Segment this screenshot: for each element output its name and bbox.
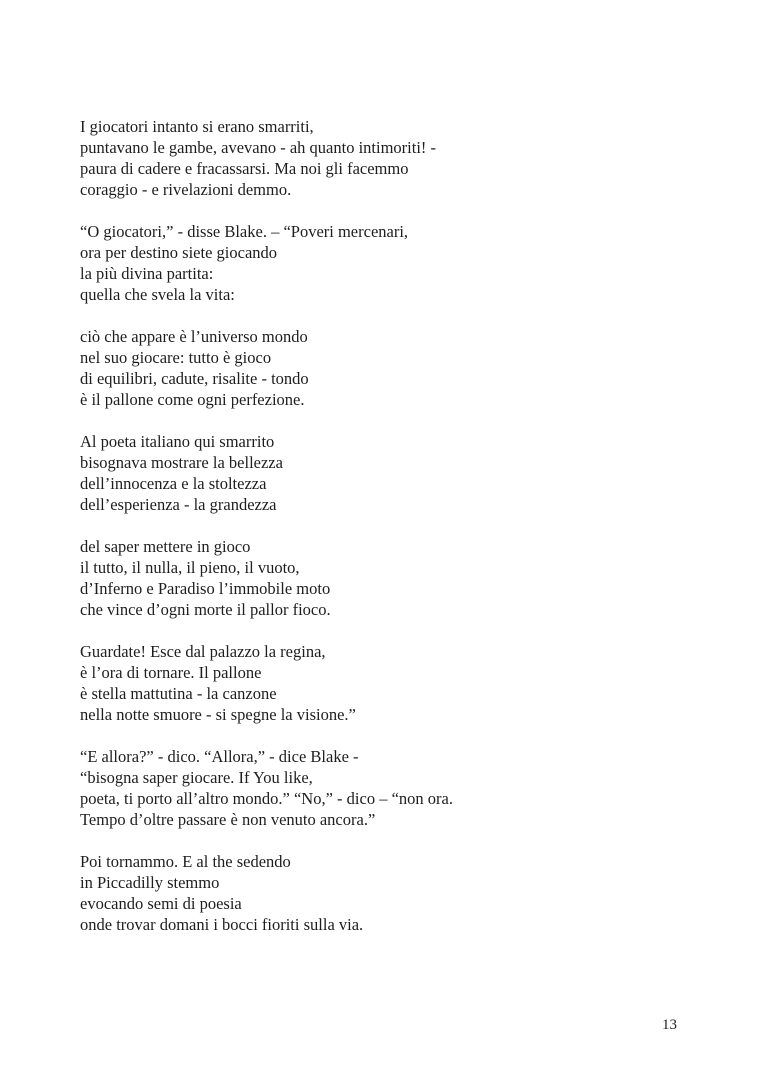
poem-line: di equilibri, cadute, risalite - tondo <box>80 369 309 388</box>
stanza-3 <box>80 326 720 410</box>
poem-line: nel suo giocare: tutto è gioco <box>80 348 272 367</box>
stanza-4 <box>80 431 720 515</box>
poem-line: Poi tornammo. E al the sedendo <box>80 852 291 871</box>
poem-line: ora per destino siete giocando <box>80 243 278 262</box>
poem-line: evocando semi di poesia <box>80 894 242 913</box>
poem-line: “E allora?” - dico. “Allora,” - dice Blake - <box>80 747 359 766</box>
poem-line: coraggio - e rivelazioni demmo. <box>80 180 292 199</box>
poem-line: quella che svela la vita: <box>80 285 235 304</box>
poem-line: nella notte smuore - si spegne la visione.” <box>80 705 356 724</box>
poem-line: onde trovar domani i bocci fioriti sulla via. <box>80 915 364 934</box>
poem-line: I giocatori intanto si erano smarriti, <box>80 117 314 136</box>
poem-line: Al poeta italiano qui smarrito <box>80 432 275 451</box>
poem-line: la più divina partita: <box>80 264 214 283</box>
stanza-2 <box>80 221 720 305</box>
poem-line: ciò che appare è l’universo mondo <box>80 327 308 346</box>
poem-line: Guardate! Esce dal palazzo la regina, <box>80 642 326 661</box>
stanza-7 <box>80 746 720 830</box>
poem-line: è il pallone come ogni perfezione. <box>80 390 305 409</box>
poem-line: è l’ora di tornare. Il pallone <box>80 663 262 682</box>
poem-line: d’Inferno e Paradiso l’immobile moto <box>80 579 331 598</box>
poem-line: è stella mattutina - la canzone <box>80 684 277 703</box>
poem-line: paura di cadere e fracassarsi. Ma noi gli facemmo <box>80 159 409 178</box>
page-number: 13 <box>662 1017 677 1033</box>
stanza-6 <box>80 641 720 725</box>
poem-line: che vince d’ogni morte il pallor fioco. <box>80 600 331 619</box>
poem-line: “bisogna saper giocare. If You like, <box>80 768 313 787</box>
poem-line: bisognava mostrare la bellezza <box>80 453 283 472</box>
poem-line: Tempo d’oltre passare è non venuto ancora.” <box>80 810 376 829</box>
poem-line: in Piccadilly stemmo <box>80 873 220 892</box>
poem-line: del saper mettere in gioco <box>80 537 251 556</box>
poem-line: “O giocatori,” - disse Blake. – “Poveri mercenari, <box>80 222 409 241</box>
poem-line: il tutto, il nulla, il pieno, il vuoto, <box>80 558 300 577</box>
stanza-8 <box>80 851 720 935</box>
poem-line: poeta, ti porto all’altro mondo.” “No,” - dico – “non ora. <box>80 789 453 808</box>
poem-line: dell’esperienza - la grandezza <box>80 495 277 514</box>
poem-body <box>80 116 720 956</box>
stanza-5 <box>80 536 720 620</box>
poem-line: dell’innocenza e la stoltezza <box>80 474 267 493</box>
poem-line: puntavano le gambe, avevano - ah quanto intimoriti! - <box>80 138 437 157</box>
stanza-1 <box>80 116 720 200</box>
